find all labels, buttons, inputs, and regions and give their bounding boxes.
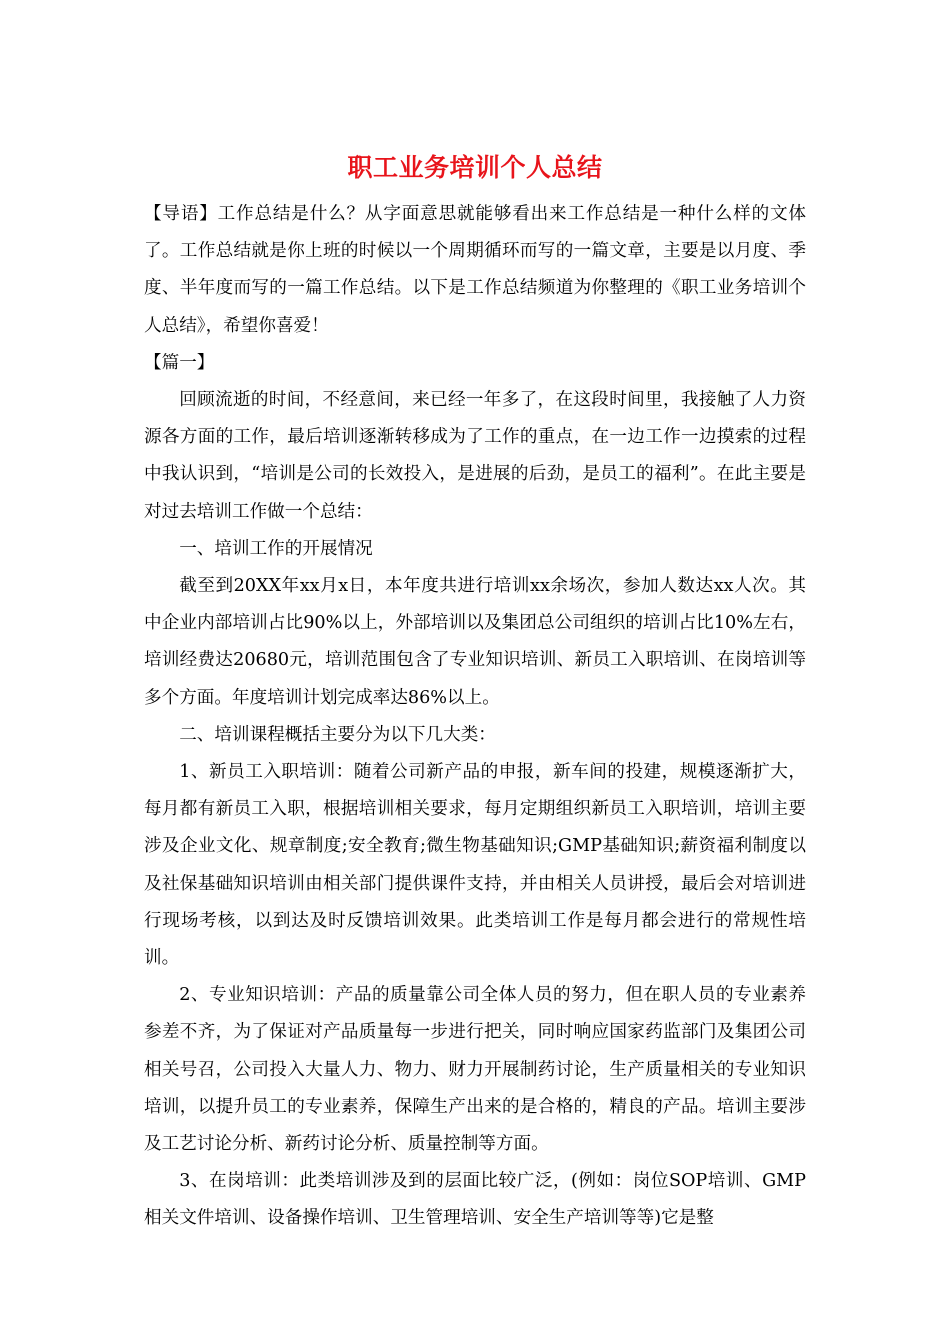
paragraph-training-stats: 截至到20XX年xx月x日，本年度共进行培训xx余场次，参加人数达xx人次。其中企业内部培训占比90%以上，外部培训以及集团总公司组织的培训占比10%左右，培训经费达20680元，培训范围包含了专业知识培训、新员工入职培训、在岗培训等多个方面。年度培训计划完成率达86%以上。 [144,576,806,708]
document-title: 职工业务培训个人总结 [347,153,603,182]
paragraph-on-job-training: 3、在岗培训：此类培训涉及到的层面比较广泛，(例如：岗位SOP培训、GMP相关文件培训、设备操作培训、卫生管理培训、安全生产培训等等)它是整 [144,1171,806,1229]
paragraph-review: 回顾流逝的时间，不经意间，来已经一年多了，在这段时间里，我接触了人力资源各方面的工作，最后培训逐渐转移成为了工作的重点，在一边工作一边摸索的过程中我认识到，“培训是公司的长效投入，是进展的后劲，是员工的福利”。在此主要是对过去培训工作做一个总结： [144,390,806,522]
heading-training-status: 一、培训工作的开展情况 [179,538,373,559]
paragraph-professional-training: 2、专业知识培训：产品的质量靠公司全体人员的努力，但在职人员的专业素养参差不齐，为了保证对产品质量每一步进行把关，同时响应国家药监部门及集团公司相关号召，公司投入大量人力、物力、财力开展制药讨论，生产质量相关的专业知识培训，以提升员工的专业素养，保障生产出来的是合格的，精良的产品。培训主要涉及工艺讨论分析、新药讨论分析、质量控制等方面。 [144,985,806,1155]
heading-course-categories: 二、培训课程概括主要分为以下几大类： [179,724,496,745]
paragraph-new-employee-training: 1、新员工入职培训：随着公司新产品的申报，新车间的投建，规模逐渐扩大，每月都有新员工入职，根据培训相关要求，每月定期组织新员工入职培训，培训主要涉及企业文化、规章制度;安全教育;微生物基础知识;GMP基础知识;薪资福利制度以及社保基础知识培训由相关部门提供课件支持，并由相关人员讲授，最后会对培训进行现场考核，以到达及时反馈培训效果。此类培训工作是每月都会进行的常规性培训。 [144,762,806,969]
intro-paragraph: 【导语】工作总结是什么？从字面意思就能够看出来工作总结是一种什么样的文体了。工作总结就是你上班的时候以一个周期循环而写的一篇文章，主要是以月度、季度、半年度而写的一篇工作总结。以下是工作总结频道为你整理的《职工业务培训个人总结》，希望你喜爱！ [144,204,806,336]
section-label: 【篇一】 [144,352,215,373]
document-body [144,196,806,1238]
